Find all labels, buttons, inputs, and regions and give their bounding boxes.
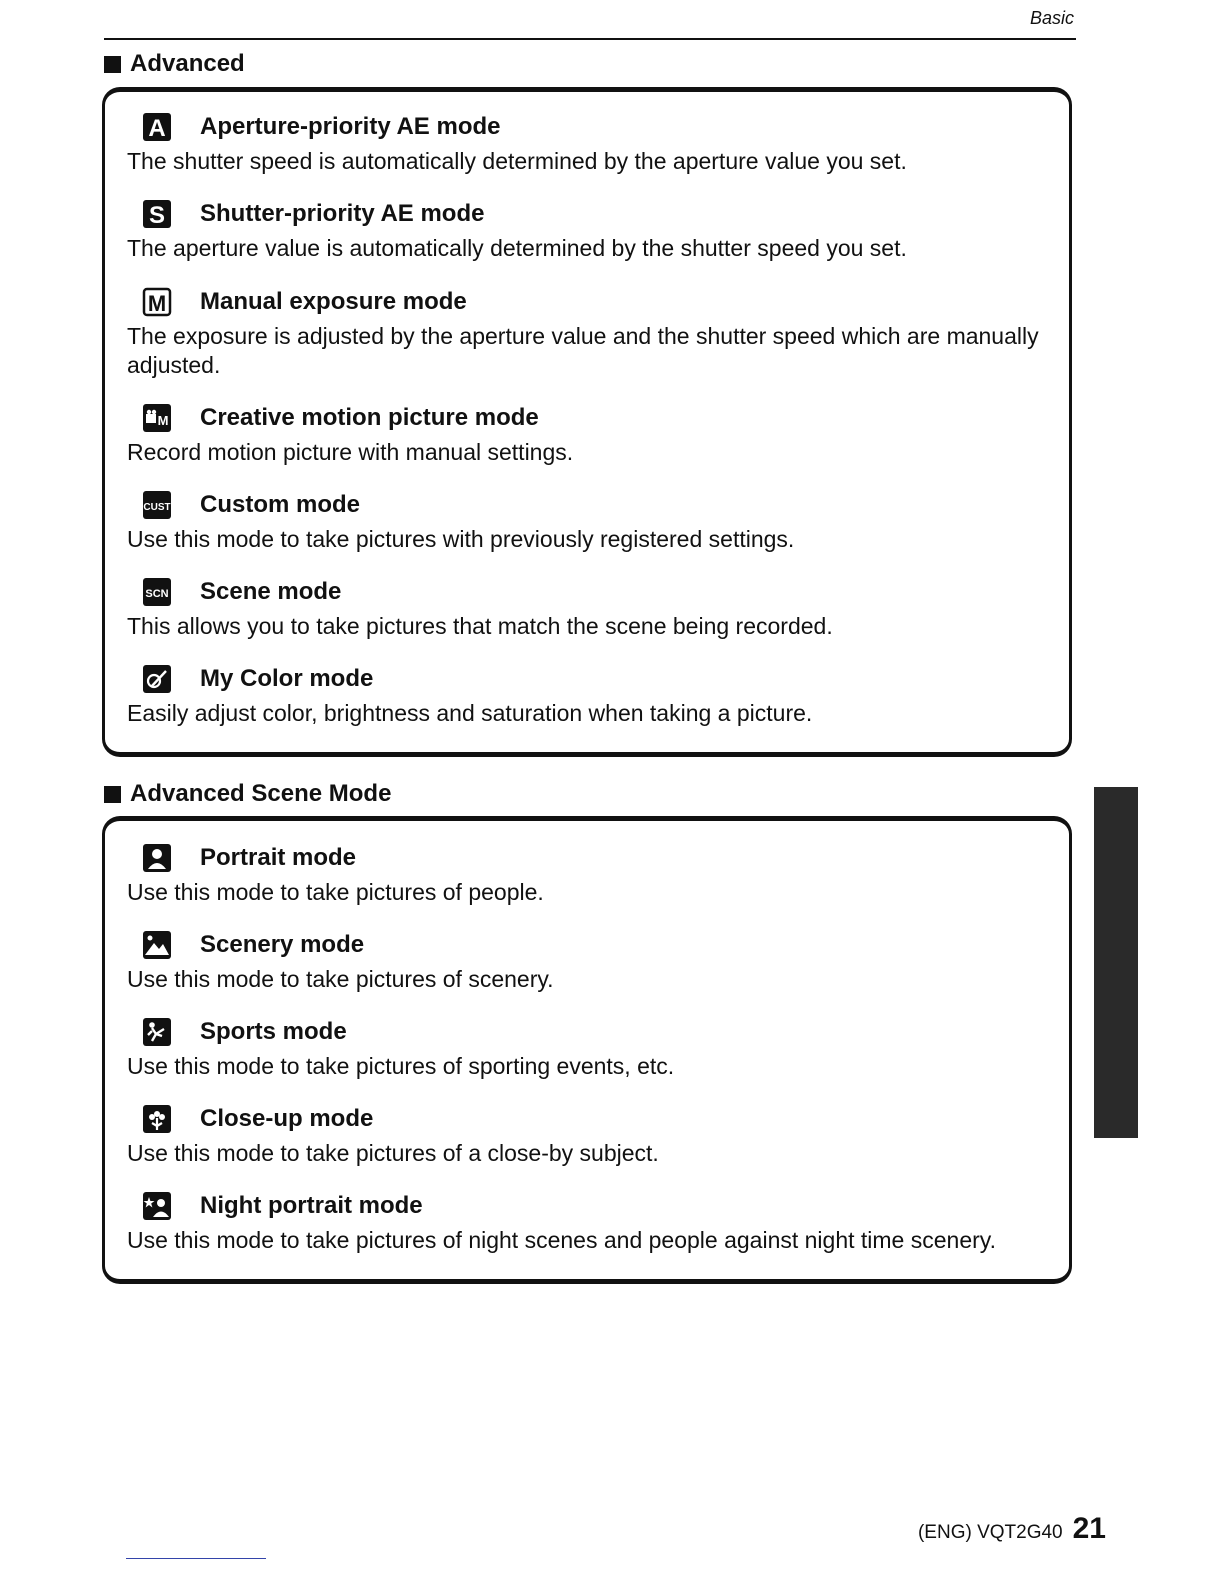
mode-entry-portrait <box>127 840 1049 907</box>
mode-description: Use this mode to take pictures of scenery. <box>127 966 554 992</box>
mode-title: My Color mode <box>200 665 374 692</box>
mode-title: Night portrait mode <box>200 1192 423 1219</box>
footer-line <box>126 1558 266 1559</box>
page-number: 21 <box>1072 1512 1106 1545</box>
mode-title: Manual exposure mode <box>200 288 467 315</box>
section-label: Basic <box>1029 8 1074 28</box>
mode-description: This allows you to take pictures that match the scene being recorded. <box>127 613 833 639</box>
shutter-priority-icon <box>142 199 172 229</box>
mode-description: Use this mode to take pictures of people. <box>127 879 544 905</box>
manual-exposure-icon <box>142 287 172 317</box>
mode-entry-night-portrait <box>127 1188 1049 1255</box>
mode-entry-manual <box>127 284 1049 380</box>
mode-description: The shutter speed is automatically determined by the aperture value you set. <box>127 148 907 174</box>
mode-description: Easily adjust color, brightness and saturation when taking a picture. <box>127 700 813 726</box>
mode-description: The exposure is adjusted by the aperture value and the shutter speed which are manually adjusted. <box>127 323 1039 378</box>
advanced-scene-heading-text: Advanced Scene Mode <box>130 780 392 807</box>
mode-description: Use this mode to take pictures of night scenes and people against night time scenery. <box>127 1227 996 1253</box>
svg-text:S: S <box>148 202 166 229</box>
advanced-heading-text: Advanced <box>130 50 245 77</box>
advanced-scene-heading <box>104 780 391 808</box>
header-rule <box>104 38 1076 40</box>
mode-entry-creative-motion <box>127 400 1049 467</box>
mode-description: Use this mode to take pictures of a close-by subject. <box>127 1140 659 1166</box>
mode-description: The aperture value is automatically determined by the shutter speed you set. <box>127 235 907 261</box>
svg-text:M: M <box>147 291 167 316</box>
mode-title: Aperture-priority AE mode <box>200 113 501 140</box>
night-portrait-icon <box>142 1191 172 1221</box>
advanced-box <box>102 87 1072 757</box>
mode-entry-aperture <box>127 109 1049 176</box>
page-footer <box>918 1512 1106 1546</box>
mode-title: Portrait mode <box>200 844 357 871</box>
aperture-priority-icon <box>142 112 172 142</box>
mode-title: Scenery mode <box>200 931 365 958</box>
chapter-side-tab <box>1094 787 1138 1138</box>
mode-entry-my-color <box>127 661 1049 728</box>
mode-title: Creative motion picture mode <box>200 404 539 431</box>
mode-description: Use this mode to take pictures of sporting events, etc. <box>127 1053 675 1079</box>
svg-text:M: M <box>157 413 169 428</box>
scenery-icon <box>142 930 172 960</box>
mode-entry-custom <box>127 487 1049 554</box>
document-code: (ENG) VQT2G40 <box>917 1522 1063 1543</box>
svg-text:A: A <box>148 115 166 142</box>
square-bullet-icon <box>104 56 121 73</box>
advanced-scene-box <box>102 816 1072 1284</box>
mode-title: Sports mode <box>200 1018 347 1045</box>
scene-mode-icon <box>142 577 172 607</box>
mode-description: Record motion picture with manual settings. <box>127 439 574 465</box>
mode-title: Custom mode <box>200 491 361 518</box>
mode-entry-close-up <box>127 1101 1049 1168</box>
my-color-icon <box>142 664 172 694</box>
square-bullet-icon <box>104 786 121 803</box>
mode-title: Scene mode <box>200 578 342 605</box>
portrait-icon <box>142 843 172 873</box>
mode-entry-sports <box>127 1014 1049 1081</box>
custom-mode-icon <box>142 490 172 520</box>
mode-title: Shutter-priority AE mode <box>200 200 485 227</box>
mode-entry-scenery <box>127 927 1049 994</box>
svg-text:CUST: CUST <box>143 502 171 513</box>
mode-description: Use this mode to take pictures with previously registered settings. <box>127 526 795 552</box>
mode-title: Close-up mode <box>200 1105 374 1132</box>
close-up-icon <box>142 1104 172 1134</box>
mode-entry-scene <box>127 574 1049 641</box>
creative-motion-picture-icon <box>142 403 172 433</box>
svg-text:SCN: SCN <box>145 588 169 600</box>
sports-icon <box>142 1017 172 1047</box>
advanced-heading <box>104 50 245 78</box>
mode-entry-shutter <box>127 196 1049 263</box>
